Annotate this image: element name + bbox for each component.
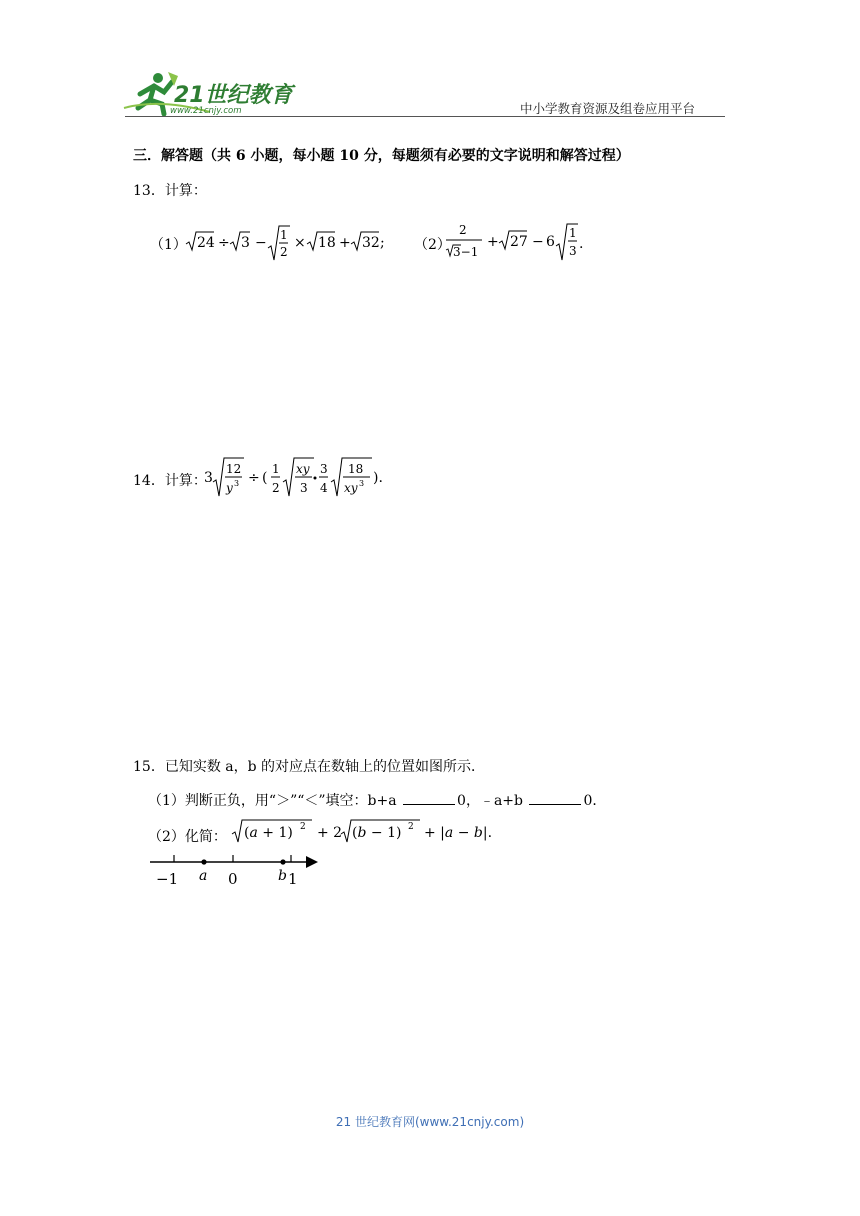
svg-text:12: 12 [226,462,242,476]
q15-part2-expression [230,816,493,846]
q13-prompt: 13．计算： [133,183,207,199]
label-b: b [278,868,287,884]
svg-text:3: 3 [359,479,365,488]
svg-text:3: 3 [569,244,577,258]
point-b [280,859,285,864]
q15-part1-end: 0． [583,793,607,809]
svg-text:×: × [294,235,306,251]
q15-prompt: 15．已知实数 a，b 的对应点在数轴上的位置如图所示． [133,759,486,775]
svg-text:32: 32 [362,235,380,251]
number-line [148,850,323,888]
q15-part2-prefix: （2）化简： [148,829,227,845]
svg-text:+: + [339,235,351,251]
svg-text:1: 1 [569,226,577,240]
q14-prompt: 14．计算： [133,473,207,489]
svg-text:y: y [226,481,233,495]
arrow-right-icon [306,856,318,868]
svg-text:+ 2: + 2 [317,825,343,841]
q14-expression [202,454,392,502]
svg-text:(b − 1): (b − 1) [352,825,402,841]
svg-text:(: ( [262,470,268,486]
svg-text:18: 18 [318,235,336,251]
footer-source: 21 世纪教育网(www.21cnjy.com) [335,1115,525,1129]
answer-blank-2[interactable] [529,792,581,805]
svg-text:1: 1 [272,462,280,476]
svg-text:4: 4 [320,481,328,495]
label-a: a [199,868,208,884]
point-a [201,859,206,864]
svg-text:(a + 1): (a + 1) [244,825,293,841]
svg-text:3: 3 [320,462,328,476]
svg-text:2: 2 [280,245,288,259]
svg-text:6: 6 [546,234,555,250]
label-neg1: −1 [156,870,179,888]
svg-text:÷: ÷ [248,470,260,486]
svg-text:3: 3 [234,479,240,488]
svg-text:÷: ÷ [218,235,230,251]
svg-text:3: 3 [241,235,250,251]
svg-text:2: 2 [272,481,280,495]
q13-part2-label: （2） [414,237,451,253]
svg-text:;: ; [380,235,385,251]
answer-blank-1[interactable] [403,792,455,805]
svg-text:2: 2 [408,822,414,832]
svg-text:2: 2 [459,223,467,237]
svg-text:18: 18 [348,462,364,476]
label-0: 0 [228,870,238,888]
platform-name: 中小学教育资源及组卷应用平台 [520,101,696,116]
q15-part1-prefix: （1）判断正负，用“＞”“＜”填空：b+a [148,793,397,809]
section-title: 三．解答题（共 6 小题，每小题 10 分，每题须有必要的文字说明和解答过程） [133,148,630,164]
logo-main-text: 21世纪教育 [174,83,293,108]
logo [120,68,300,116]
q15-part1 [148,790,606,810]
label-1: 1 [288,870,298,888]
q13-part1-expression [184,222,389,266]
svg-text:).: ). [373,470,383,486]
svg-text:+ |a − b|.: + |a − b|. [424,825,493,841]
svg-text:3−1: 3−1 [453,245,479,259]
svg-text:−: − [255,235,267,251]
svg-text:xy: xy [344,481,358,495]
svg-text:+: + [487,234,499,250]
svg-text:24: 24 [197,235,215,251]
logo-url-text: www.21cnjy.com [170,106,242,116]
svg-text:3: 3 [300,481,308,495]
svg-text:27: 27 [510,234,528,250]
svg-text:−: − [532,234,544,250]
q15-part1-mid: 0，﹣a+b [457,793,523,809]
svg-text:3: 3 [204,470,213,486]
svg-text:xy: xy [296,462,310,476]
svg-text:1: 1 [280,228,288,242]
svg-text:2: 2 [300,822,306,832]
q13-part2-expression [444,218,594,266]
header-divider [125,116,725,117]
q13-part1-label: （1） [150,237,187,253]
svg-text:.: . [579,236,584,252]
